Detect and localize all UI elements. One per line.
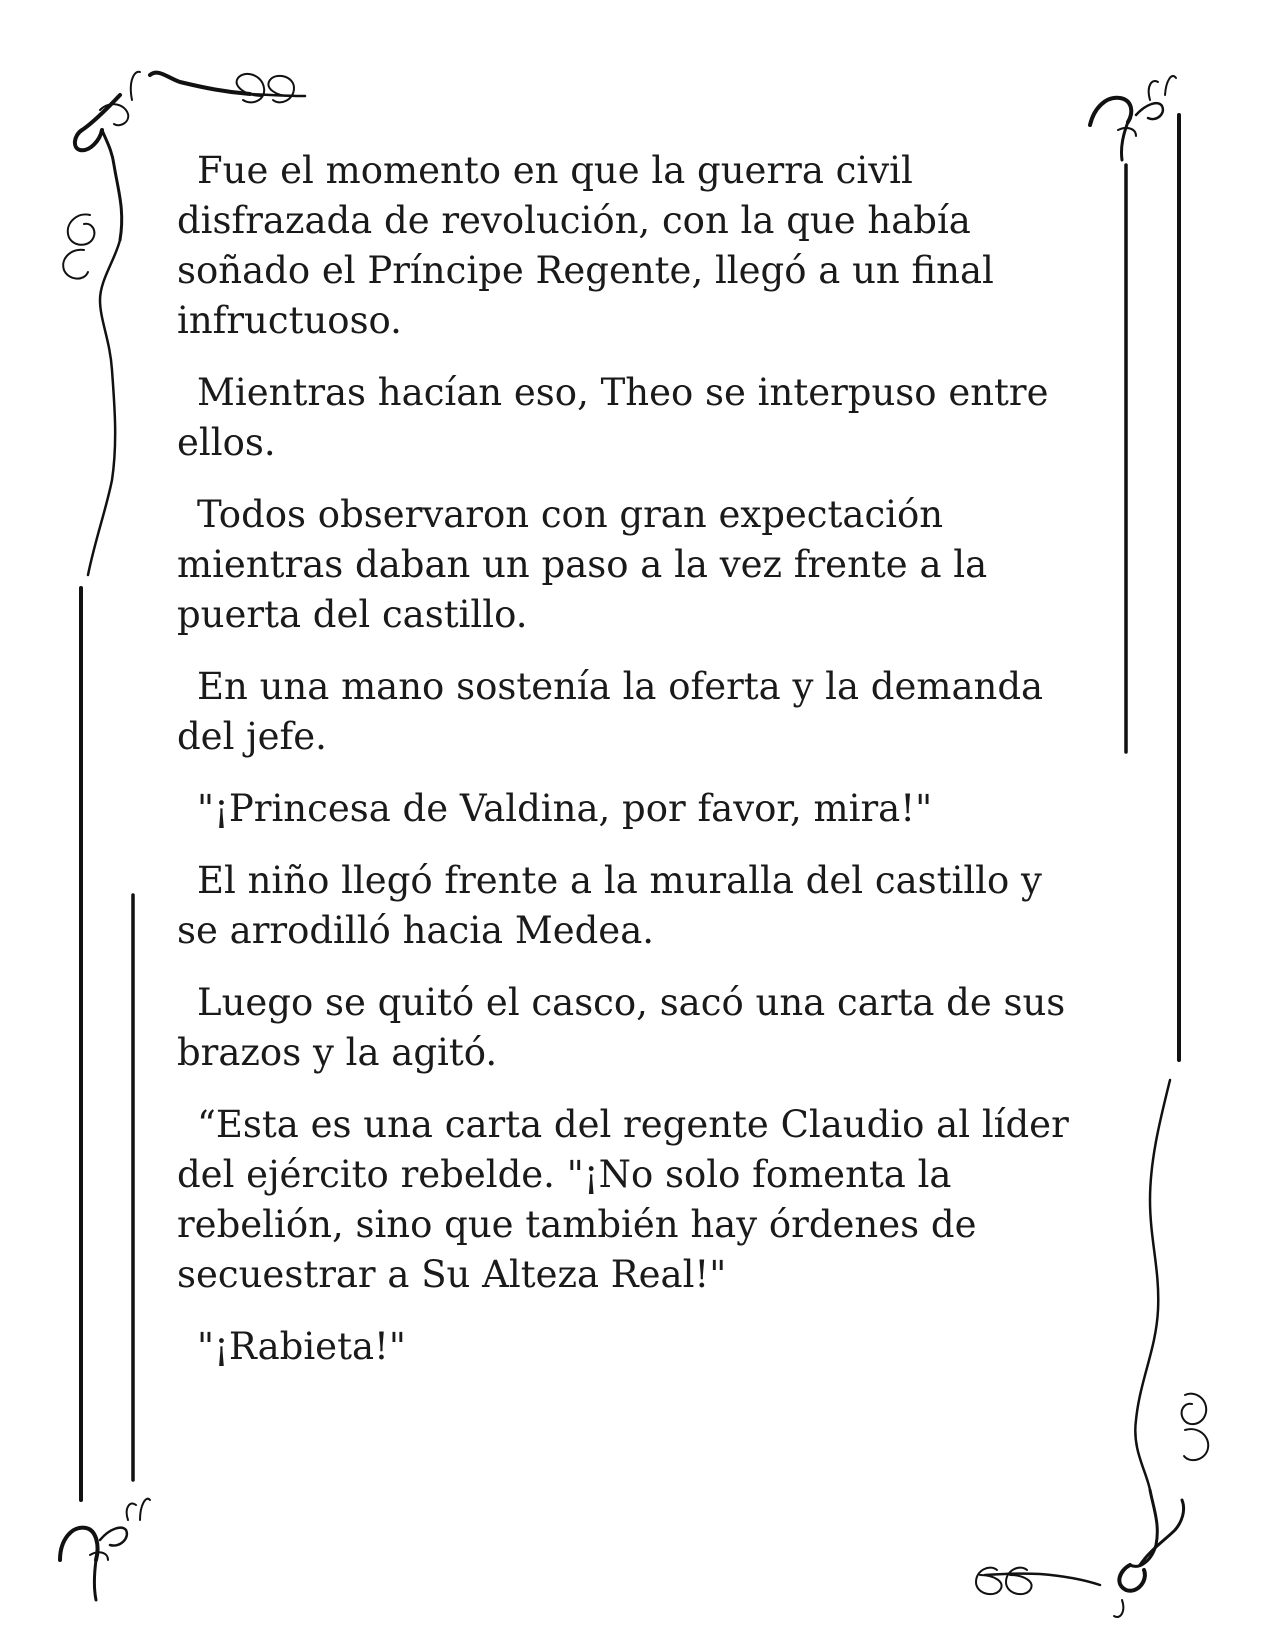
paragraph-4: En una mano sostenía la oferta y la demanda del jefe. bbox=[177, 665, 1044, 758]
paragraph-8: “Esta es una carta del regente Claudio al líder del ejército rebelde. "¡No solo fomenta la rebelión, sino que también hay órdenes de secuestrar a Su Alteza Real!" bbox=[177, 1103, 1069, 1296]
paragraph-2: Mientras hacían eso, Theo se interpuso entre ellos. bbox=[177, 371, 1049, 464]
document-body bbox=[177, 146, 1077, 1394]
top-right-flourish-icon bbox=[1090, 76, 1176, 160]
paragraph-9: "¡Rabieta!" bbox=[197, 1325, 406, 1368]
paragraph-7: Luego se quitó el casco, sacó una carta de sus brazos y la agitó. bbox=[177, 981, 1066, 1074]
paragraph-5: "¡Princesa de Valdina, por favor, mira!" bbox=[197, 787, 933, 830]
bottom-left-flourish-icon bbox=[60, 1499, 150, 1600]
paragraph-6: El niño llegó frente a la muralla del castillo y se arrodilló hacia Medea. bbox=[177, 859, 1042, 952]
paragraph-3: Todos observaron con gran expectación mientras daban un paso a la vez frente a la puerta del castillo. bbox=[177, 493, 988, 636]
paragraph-1: Fue el momento en que la guerra civil disfrazada de revolución, con la que había soñado el Príncipe Regente, llegó a un final infructuoso. bbox=[177, 149, 994, 342]
